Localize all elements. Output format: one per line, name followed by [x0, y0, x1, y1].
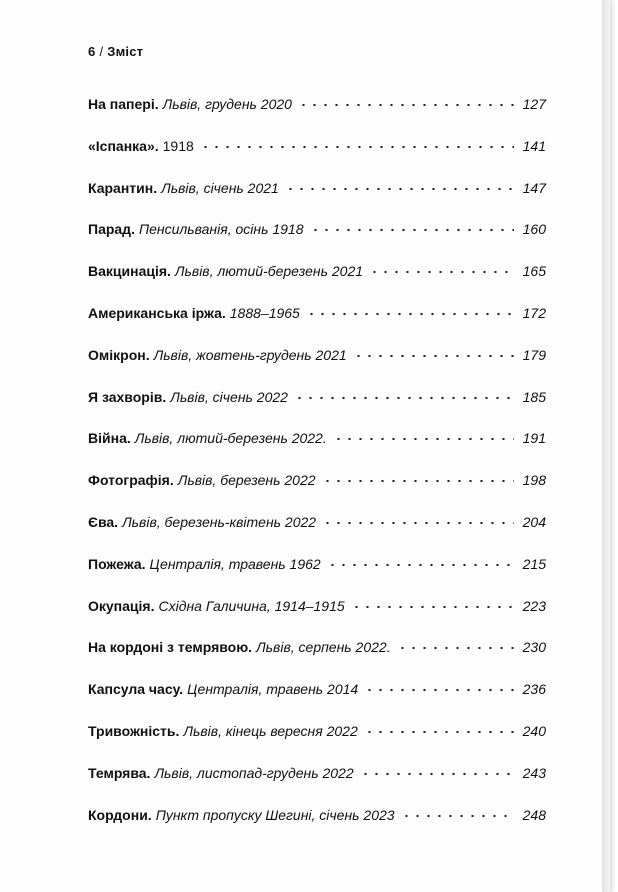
toc-entry-page-number: 141: [522, 137, 546, 154]
toc-entry-subtitle: Львів, листопад-грудень 2022: [154, 764, 354, 781]
toc-entry-subtitle: Львів, кінець вересня 2022: [183, 722, 358, 739]
toc-entry[interactable]: [88, 681, 546, 723]
dot-leader: [200, 145, 514, 149]
toc-entry-page-number: 160: [522, 221, 546, 238]
toc-entry-page-number: 165: [522, 263, 546, 280]
toc-entry[interactable]: [88, 765, 546, 807]
running-head: [88, 44, 143, 59]
toc-entry-subtitle: Львів, жовтень-грудень 2021: [153, 346, 347, 363]
toc-entry[interactable]: [88, 723, 546, 765]
toc-entry-subtitle: Централія, травень 1962: [149, 555, 321, 572]
toc-entry-subtitle: 1918: [162, 137, 194, 154]
toc-entry-page-number: 236: [522, 681, 546, 698]
toc-entry[interactable]: [88, 514, 546, 556]
dot-leader: [369, 270, 514, 274]
toc-entry[interactable]: [88, 430, 546, 472]
toc-entry-subtitle: Львів, січень 2022: [170, 388, 288, 405]
toc-entry-title: Єва.: [88, 513, 119, 530]
dot-leader: [306, 312, 514, 316]
toc-entry-title: Темрява.: [88, 764, 151, 781]
toc-entry-page-number: 198: [522, 472, 546, 489]
toc-entry[interactable]: [88, 96, 546, 138]
page-edge: [602, 0, 610, 892]
toc-entry-page-number: 248: [522, 806, 546, 823]
toc-entry-subtitle: Львів, березень-квітень 2022: [122, 513, 317, 530]
toc-entry-title: Вакцинація.: [88, 263, 171, 280]
toc-entry[interactable]: [88, 138, 546, 180]
dot-leader: [333, 437, 514, 441]
toc-entry-title: Фотографія.: [88, 472, 174, 489]
toc-entry-subtitle: Львів, лютий-березень 2022.: [134, 430, 327, 447]
toc-entry-page-number: 215: [522, 555, 546, 572]
header-separator: /: [99, 44, 104, 59]
dot-leader: [294, 396, 514, 400]
toc-entry-page-number: 179: [522, 346, 546, 363]
toc-entry-subtitle: Централія, травень 2014: [187, 681, 359, 698]
toc-entry-title: Окупація.: [88, 597, 155, 614]
toc-entry-subtitle: Львів, січень 2021: [161, 179, 279, 196]
dot-leader: [364, 730, 514, 734]
toc-entry-subtitle: Львів, серпень 2022.: [256, 639, 391, 656]
toc-entry[interactable]: [88, 556, 546, 598]
dot-leader: [298, 103, 514, 107]
table-of-contents: [88, 96, 546, 848]
page-number: 6: [88, 44, 96, 59]
toc-entry-page-number: 204: [522, 513, 546, 530]
toc-entry-title: Капсула часу.: [88, 681, 184, 698]
dot-leader: [285, 187, 514, 191]
toc-entry-page-number: 172: [522, 304, 546, 321]
toc-entry-title: Американська іржа.: [88, 304, 226, 321]
toc-entry[interactable]: [88, 180, 546, 222]
toc-entry-subtitle: Львів, березень 2022: [177, 472, 316, 489]
toc-entry-page-number: 240: [522, 722, 546, 739]
toc-entry[interactable]: [88, 347, 546, 389]
toc-entry-subtitle: Пенсильванія, осінь 1918: [138, 221, 304, 238]
toc-entry-title: Я захворів.: [88, 388, 167, 405]
toc-entry-title: Карантин.: [88, 179, 158, 196]
section-title: Зміст: [107, 44, 144, 59]
toc-entry-page-number: 127: [522, 96, 546, 112]
toc-entry-title: Пожежа.: [88, 555, 146, 572]
dot-leader: [310, 228, 514, 232]
toc-entry[interactable]: [88, 639, 546, 681]
toc-entry-page-number: 230: [522, 639, 546, 656]
toc-entry-subtitle: Східна Галичина, 1914–1915: [158, 597, 345, 614]
toc-entry-page-number: 243: [522, 764, 546, 781]
dot-leader: [397, 646, 514, 650]
toc-entry[interactable]: [88, 221, 546, 263]
toc-entry-title: «Іспанка».: [88, 137, 159, 154]
toc-entry[interactable]: [88, 305, 546, 347]
toc-entry[interactable]: [88, 389, 546, 431]
dot-leader: [322, 521, 514, 525]
toc-entry-page-number: 185: [522, 388, 546, 405]
toc-entry-title: Війна.: [88, 430, 131, 447]
toc-entry-title: Тривожність.: [88, 722, 180, 739]
toc-entry-title: Парад.: [88, 221, 135, 238]
toc-entry-subtitle: 1888–1965: [229, 304, 300, 321]
toc-entry-page-number: 191: [522, 430, 546, 447]
toc-entry-title: Омікрон.: [88, 346, 150, 363]
dot-leader: [364, 688, 514, 692]
toc-entry[interactable]: [88, 598, 546, 640]
toc-entry-title: На папері.: [88, 96, 159, 112]
toc-entry[interactable]: [88, 263, 546, 305]
dot-leader: [327, 563, 514, 567]
dot-leader: [360, 772, 514, 776]
dot-leader: [351, 605, 514, 609]
toc-entry-subtitle: Пункт пропуску Шегині, січень 2023: [155, 806, 395, 823]
toc-entry[interactable]: [88, 807, 546, 849]
dot-leader: [353, 354, 514, 358]
toc-entry-page-number: 223: [522, 597, 546, 614]
dot-leader: [401, 814, 514, 818]
toc-entry-title: Кордони.: [88, 806, 152, 823]
toc-entry-title: На кордоні з темрявою.: [88, 639, 253, 656]
toc-entry[interactable]: [88, 472, 546, 514]
dot-leader: [322, 479, 514, 483]
toc-entry-subtitle: Львів, грудень 2020: [162, 96, 292, 112]
toc-entry-page-number: 147: [522, 179, 546, 196]
toc-entry-subtitle: Львів, лютий-березень 2021: [174, 263, 364, 280]
